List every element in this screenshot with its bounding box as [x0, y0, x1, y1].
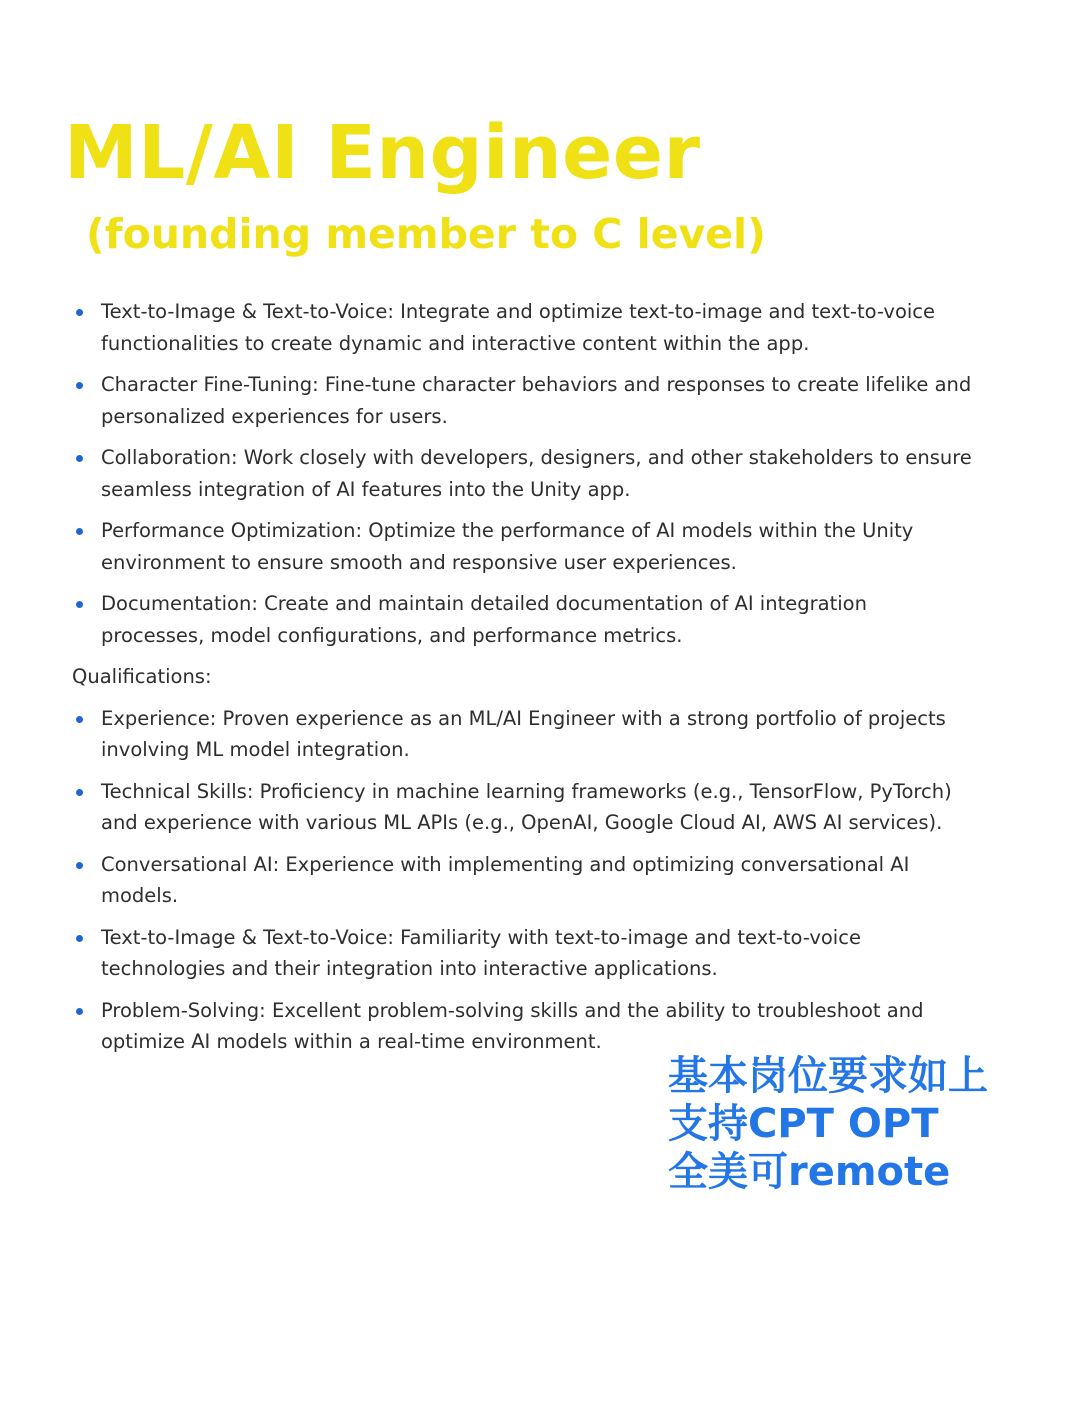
- list-item: [72, 776, 972, 839]
- list-item-text: Text-to-Image & Text-to-Voice: Integrate and optimize text-to-image and text-to-voice functionalities to create dynamic and interactive content within the app.: [101, 300, 936, 355]
- bullet-icon: [76, 935, 83, 942]
- list-item-text: Documentation: Create and maintain detailed documentation of AI integration processes, model configurations, and performance metrics.: [101, 592, 867, 647]
- qualifications-list: [72, 703, 972, 1058]
- responsibilities-list: [72, 296, 972, 651]
- list-item: [72, 588, 972, 651]
- note-line-visa: 支持CPT OPT: [668, 1101, 939, 1147]
- page-subtitle: (founding member to C level): [86, 210, 766, 258]
- list-item-text: Technical Skills: Proficiency in machine learning frameworks (e.g., TensorFlow, PyTorch) and experience with various ML APIs (e.g., OpenAI, Google Cloud AI, AWS AI services).: [101, 779, 952, 834]
- bullet-icon: [76, 789, 83, 796]
- list-item: [72, 442, 972, 505]
- bullet-icon: [76, 528, 83, 535]
- bullet-icon: [76, 862, 83, 869]
- list-item: [72, 703, 972, 766]
- bullet-icon: [76, 716, 83, 723]
- bullet-icon: [76, 382, 83, 389]
- list-item-text: Problem-Solving: Excellent problem-solving skills and the ability to troubleshoot and optimize AI models within a real-time environment.: [101, 998, 924, 1053]
- list-item: [72, 849, 972, 912]
- list-item-text: Conversational AI: Experience with implementing and optimizing conversational AI models.: [101, 852, 910, 907]
- bullet-icon: [76, 455, 83, 462]
- list-item-text: Character Fine-Tuning: Fine-tune character behaviors and responses to create lifelike and personalized experiences for users.: [101, 373, 972, 428]
- bullet-icon: [76, 309, 83, 316]
- job-description: [72, 296, 972, 1068]
- list-item-text: Collaboration: Work closely with developers, designers, and other stakeholders to ensure seamless integration of AI features into the Unity app.: [101, 446, 972, 501]
- list-item: [72, 296, 972, 359]
- list-item-text: Experience: Proven experience as an ML/AI Engineer with a strong portfolio of projects involving ML model integration.: [101, 706, 946, 761]
- note-line-requirements: 基本岗位要求如上: [668, 1053, 988, 1099]
- bullet-icon: [76, 1008, 83, 1015]
- list-item: [72, 369, 972, 432]
- list-item-text: Performance Optimization: Optimize the performance of AI models within the Unity environment to ensure smooth and responsive user experiences.: [101, 519, 914, 574]
- list-item: [72, 515, 972, 578]
- qualifications-heading: Qualifications:: [72, 665, 212, 688]
- overlay-note: [668, 1052, 988, 1196]
- list-item: [72, 995, 972, 1058]
- list-item-text: Text-to-Image & Text-to-Voice: Familiarity with text-to-image and text-to-voice technologies and their integration into interactive applications.: [101, 925, 861, 980]
- bullet-icon: [76, 601, 83, 608]
- page-title: ML/AI Engineer: [64, 110, 701, 196]
- list-item: [72, 922, 972, 985]
- note-line-remote: 全美可remote: [668, 1149, 951, 1195]
